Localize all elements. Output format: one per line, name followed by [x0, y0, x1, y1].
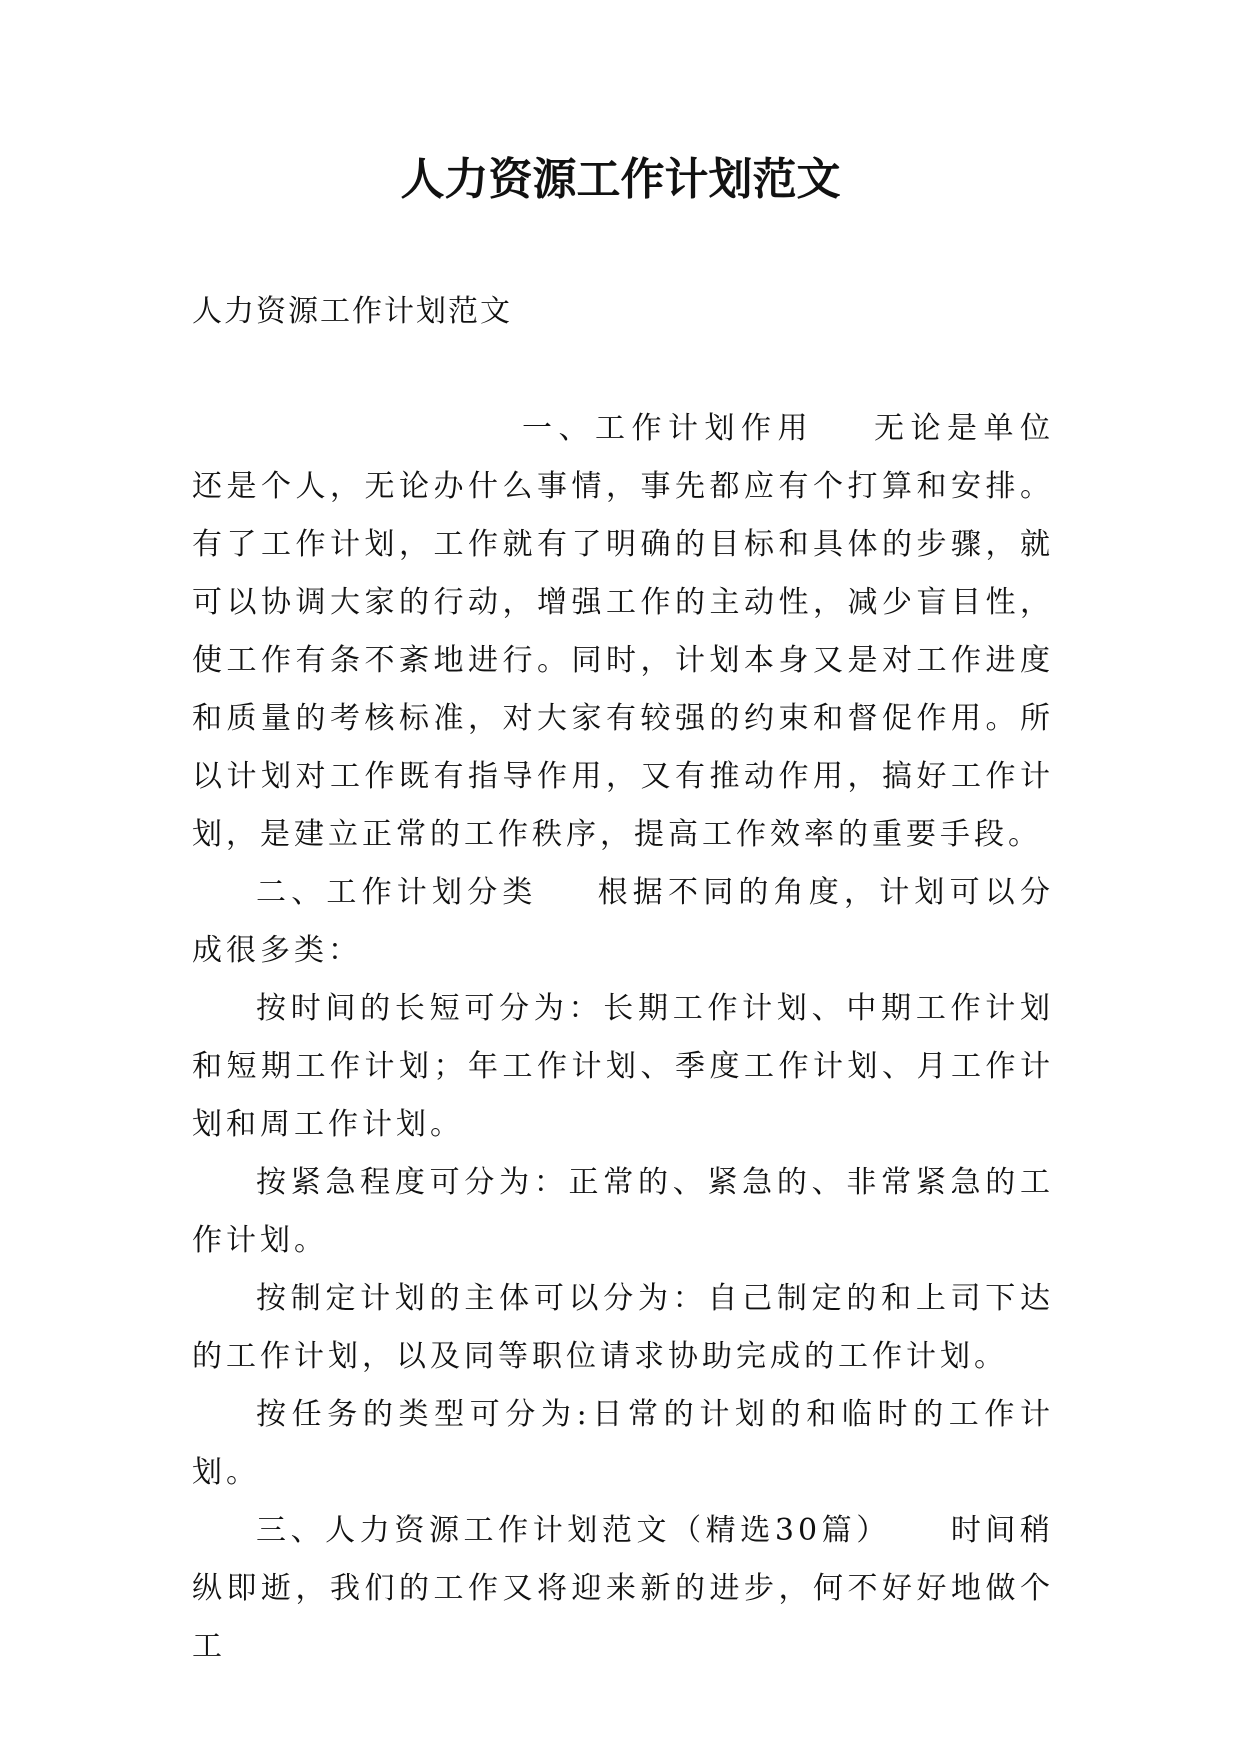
paragraph-sample-plans	[192, 1502, 1054, 1676]
document-title: 人力资源工作计划范文	[400, 154, 841, 205]
paragraph-text: 根据不同的角度，计划可以分成很多类：	[192, 875, 1055, 968]
paragraph-text: 按制定计划的主体可以分为：自己制定的和上司下达的工作计划，以及同等职位请求协助完成的工作计划。	[192, 1281, 1054, 1374]
paragraph-text: 无论是单位还是个人，无论办什么事情，事先都应有个打算和安排。有了工作计划，工作就有了明确的目标和具体的步骤，就可以协调大家的行动，增强工作的主动性，减少盲目性，使工作有条不紊地进行。同时，计划本身又是对工作进度和质量的考核标准，对大家有较强的约束和督促作用。所以计划对工作既有指导作用，又有推动作用，搞好工作计划，是建立正常的工作秩序，提高工作效率的重要手段。	[192, 411, 1054, 852]
paragraph-text: 时间稍纵即逝，我们的工作又将迎来新的进步，何不好好地做个工	[192, 1513, 1054, 1664]
paragraph-work-plan-categories	[192, 864, 1054, 980]
paragraph-by-task-type	[192, 1386, 1054, 1502]
paragraph-by-subject	[192, 1270, 1054, 1386]
section-heading: 一、工作计划作用	[522, 411, 814, 446]
document-body	[192, 400, 1054, 1676]
paragraph-text: 按任务的类型可分为:日常的计划的和临时的工作计划。	[192, 1397, 1054, 1490]
paragraph-by-urgency	[192, 1154, 1054, 1270]
paragraph-text: 按紧急程度可分为：正常的、紧急的、非常紧急的工作计划。	[192, 1165, 1054, 1258]
paragraph-work-plan-purpose	[192, 400, 1054, 864]
paragraph-text: 按时间的长短可分为：长期工作计划、中期工作计划和短期工作计划；年工作计划、季度工作计划、月工作计划和周工作计划。	[192, 991, 1054, 1142]
paragraph-by-duration	[192, 980, 1054, 1154]
section-heading: 二、工作计划分类	[256, 875, 538, 910]
document-subtitle: 人力资源工作计划范文	[192, 294, 512, 329]
section-heading: 三、人力资源工作计划范文（精选30篇）	[256, 1513, 891, 1548]
